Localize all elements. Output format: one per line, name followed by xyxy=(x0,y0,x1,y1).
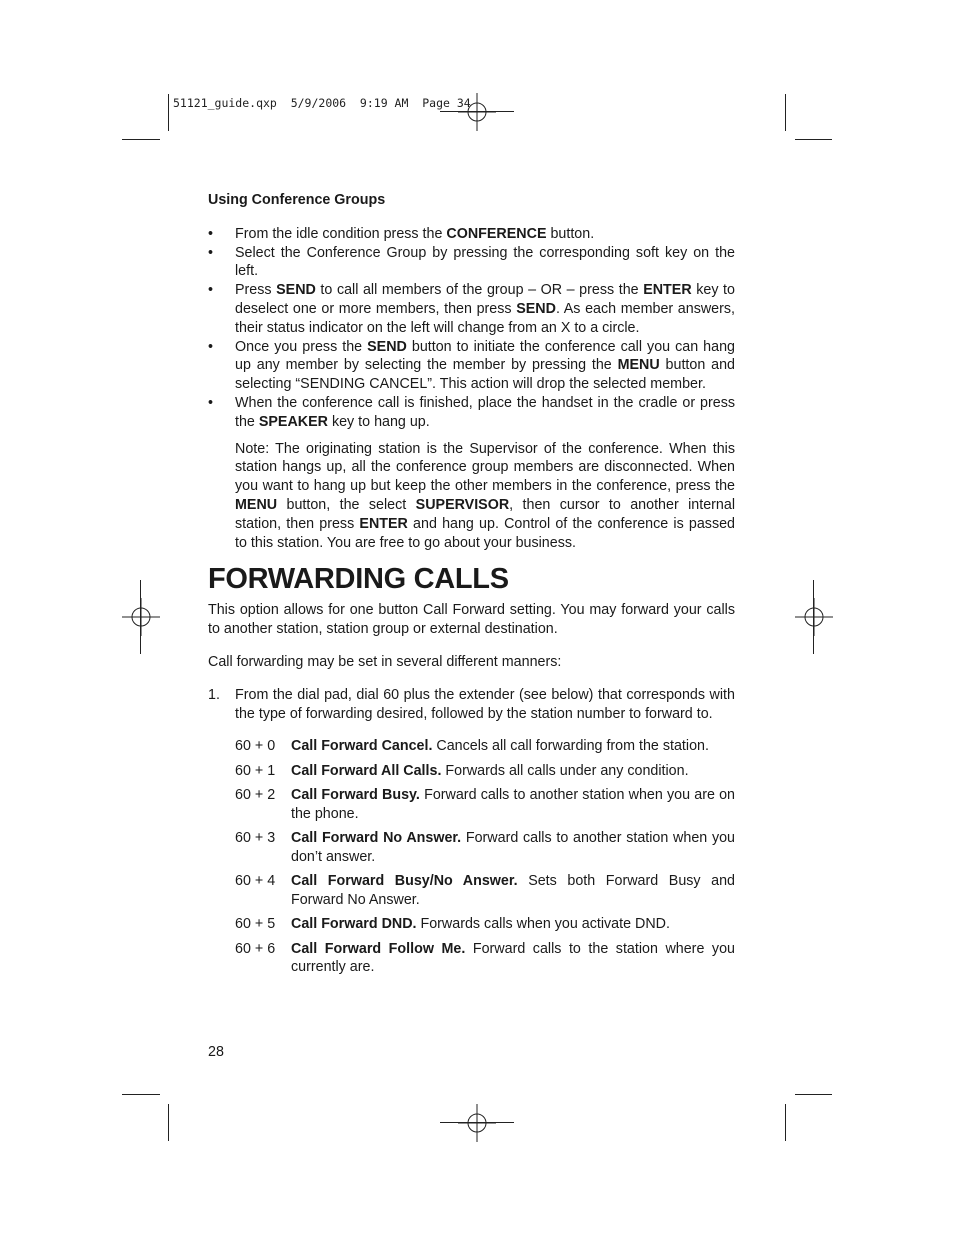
bold-term: SEND xyxy=(367,338,407,355)
forward-code: 60 + 2 xyxy=(235,786,276,803)
registration-mark-top-bar xyxy=(440,111,514,112)
bullet-item xyxy=(208,281,735,337)
forward-code-row xyxy=(235,737,735,756)
bold-term: SPEAKER xyxy=(258,413,328,430)
forward-code-name: Call Forward No Answer. xyxy=(291,830,462,847)
text-run: When the conference call is finished, place the handset in the cradle or press the xyxy=(235,394,735,430)
step-item xyxy=(208,686,735,724)
forward-code-row xyxy=(235,915,735,934)
forward-code-row xyxy=(235,872,735,910)
forward-code-desc: Forward calls to another station when you don’t answer. xyxy=(291,830,735,865)
step-text: From the dial pad, dial 60 plus the extender (see below) that corresponds with the type of forwarding desired, followed by the station number to forward to. xyxy=(235,686,735,722)
bold-term: MENU xyxy=(235,496,278,513)
forward-code-name: Call Forward Cancel. xyxy=(291,738,433,755)
bullet-icon: • xyxy=(208,394,214,411)
bold-term: SUPERVISOR xyxy=(415,496,510,513)
bullet-icon: • xyxy=(208,282,214,299)
text-run: Select the Conference Group by pressing the corresponding soft key on the left. xyxy=(235,244,735,280)
forward-code-desc: Cancels all call forwarding from the station. xyxy=(432,738,709,755)
crop-mark-top-left-horizontal xyxy=(122,139,160,140)
text-run: From the idle condition press the xyxy=(235,225,447,242)
text-run: Note: The originating station is the Supervisor of the conference. When this station hangs up, all the conference group members are disconnected. When you want to hang up but keep the other members in the conference, press the xyxy=(235,440,735,495)
bullet-item xyxy=(208,338,735,394)
registration-mark-left-stem xyxy=(140,580,141,654)
forward-code: 60 + 5 xyxy=(235,916,276,933)
forward-code-row xyxy=(235,829,735,867)
note-paragraph xyxy=(208,440,735,553)
intro-paragraph: This option allows for one button Call Forward setting. You may forward your calls to another station, station group or external destination. xyxy=(208,602,735,638)
bullet-icon: • xyxy=(208,338,214,355)
text-run: to call all members of the group – OR – press the xyxy=(315,282,644,299)
forward-code-desc: Forwards all calls under any condition. xyxy=(441,762,689,779)
bold-term: SEND xyxy=(276,282,316,299)
forward-code-desc: Forward calls to the station where you currently are. xyxy=(291,940,735,976)
text-run: key to deselect one or more members, then press xyxy=(235,282,735,317)
registration-mark-right-stem xyxy=(813,580,814,654)
forward-code-name: Call Forward Follow Me. xyxy=(291,940,466,957)
bullet-item xyxy=(208,394,735,432)
bold-term: ENTER xyxy=(359,515,408,532)
forward-code-name: Call Forward DND. xyxy=(291,916,417,933)
bullet-icon: • xyxy=(208,244,214,261)
text-run: . As each member answers, their status indicator on the left will change from an X to a circle. xyxy=(235,300,735,336)
text-run: Once you press the xyxy=(235,338,368,355)
registration-mark-bottom-bar xyxy=(440,1122,514,1123)
bold-term: ENTER xyxy=(643,282,692,299)
forward-code: 60 + 3 xyxy=(235,830,276,847)
crop-mark-bottom-right-vertical xyxy=(785,1104,786,1141)
bullet-list xyxy=(208,225,735,432)
forward-code-name: Call Forward Busy/No Answer. xyxy=(291,873,518,890)
forward-code: 60 + 1 xyxy=(235,762,276,779)
crop-mark-bottom-left-vertical xyxy=(168,1104,169,1141)
crop-mark-bottom-left-horizontal xyxy=(122,1094,160,1095)
step-number: 1. xyxy=(208,686,220,703)
crop-mark-top-right-vertical xyxy=(785,94,786,131)
text-run: key to hang up. xyxy=(327,413,430,430)
forward-code-name: Call Forward Busy. xyxy=(291,786,420,803)
text-run: button and selecting “SENDING CANCEL”. This action will drop the selected member. xyxy=(235,357,735,393)
forward-code-desc: Sets both Forward Busy and Forward No Answer. xyxy=(291,873,735,908)
forward-codes-list xyxy=(208,737,735,977)
registration-mark-bottom-icon xyxy=(458,1104,496,1142)
manners-paragraph: Call forwarding may be set in several different manners: xyxy=(208,653,562,670)
forward-code-row xyxy=(235,762,735,781)
forward-code: 60 + 6 xyxy=(235,940,276,957)
text-run: Press xyxy=(235,282,277,299)
registration-mark-top-icon xyxy=(458,93,496,131)
forward-code-row xyxy=(235,786,735,824)
bullet-item xyxy=(208,244,735,282)
bullet-item xyxy=(208,225,735,244)
text-run: button to initiate the conference call you can hang up any member by selecting the member by pressing the xyxy=(235,338,735,374)
bold-term: CONFERENCE xyxy=(446,225,547,242)
crop-mark-bottom-right-horizontal xyxy=(795,1094,832,1095)
crop-mark-top-left-vertical xyxy=(168,94,169,131)
forward-code-desc: Forward calls to another station when you are on the phone. xyxy=(291,786,735,822)
text-run: button. xyxy=(546,225,595,242)
forward-code-row xyxy=(235,940,735,978)
bullet-icon: • xyxy=(208,225,214,242)
bold-term: MENU xyxy=(617,357,660,374)
forward-code: 60 + 0 xyxy=(235,738,276,755)
text-run: , then cursor to another internal station, then press xyxy=(235,496,735,532)
text-run: button, the select xyxy=(277,496,416,513)
text-run: and hang up. Control of the conference is passed to this station. You are free to go about your business. xyxy=(235,515,735,551)
crop-mark-top-right-horizontal xyxy=(795,139,832,140)
registration-mark-right-icon xyxy=(795,598,833,636)
forward-code-desc: Forwards calls when you activate DND. xyxy=(416,916,670,933)
subheading: Using Conference Groups xyxy=(208,192,386,208)
slug-line: 51121_guide.qxp 5/9/2006 9:19 AM Page 34 xyxy=(173,96,471,110)
section-title: FORWARDING CALLS xyxy=(208,563,509,596)
registration-mark-left-icon xyxy=(122,598,160,636)
forward-code: 60 + 4 xyxy=(235,873,276,890)
page-number: 28 xyxy=(208,1044,224,1060)
bold-term: SEND xyxy=(516,300,556,317)
forward-code-name: Call Forward All Calls. xyxy=(291,762,442,779)
page-content xyxy=(208,191,735,983)
